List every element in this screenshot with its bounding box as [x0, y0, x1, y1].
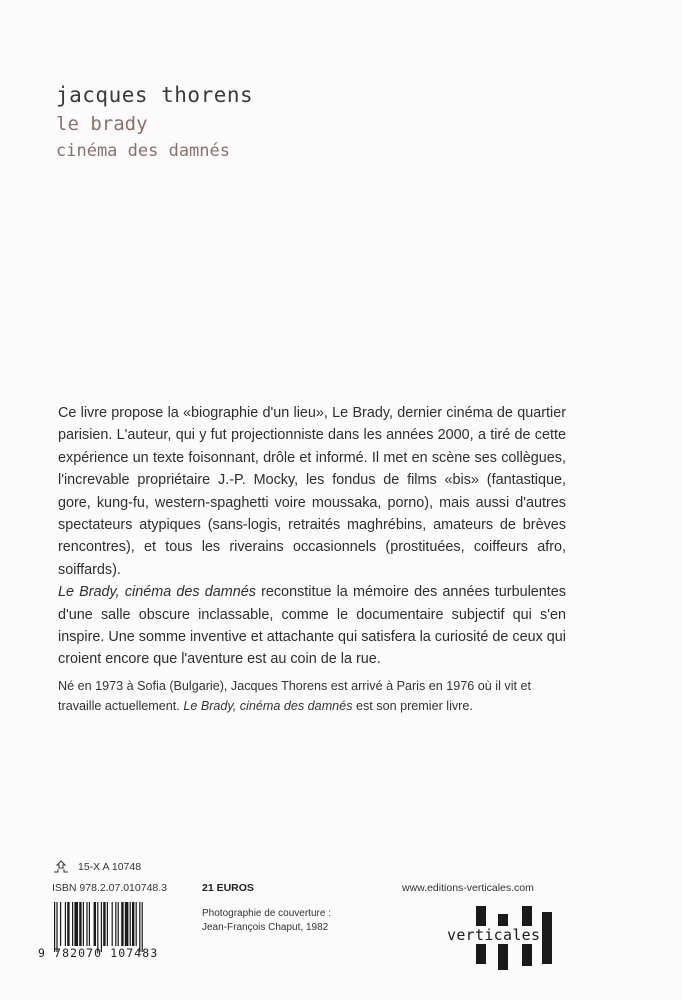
blurb-paragraph-1: Ce livre propose la «biographie d'un lieu», Le Brady, dernier cinéma de quartier parisien. L'auteur, qui y fut projectionniste dans les années 2000, a tiré de cette expérience un texte foisonnant, drôle et informé. Il met en scène ses collègues, l'increvable propriétaire J.-P. Mocky, les fondus de films «bis» (fantastique, gore, kung-fu, western-spaghetti voire moussaka, porno), mais aussi d'autres spectateurs atypiques (sans-logis, retraités maghrébins, amateurs de brèves rencontres), et tous les riverains occasionnels (prostituées, coiffeurs afro, soiffards). [58, 405, 566, 578]
bio-text-start: Né en 1973 à Sofia (Bulgarie), Jacques Thorens est arrivé à Paris en 1976 où il vit et travaille actuellement. [58, 679, 531, 713]
publisher-logo-text: verticales [447, 926, 541, 944]
author-name: jacques thorens [56, 83, 254, 107]
blurb-paragraph-2 [58, 581, 566, 671]
author-bio [58, 676, 570, 716]
book-title: le brady [56, 113, 148, 135]
isbn: ISBN 978.2.07.010748.3 [52, 882, 168, 894]
barcode-number: 9 782070 107483 [38, 946, 159, 960]
blurb-paragraph-2-text: reconstitue la mémoire des années turbulentes d'une salle obscure inclassable, comme le documentaire subjectif qui s'en inspire. Une somme inventive et attachante qui satisfera la curiosité de ceux qui croient encore que l'aventure est au coin de la rue. [58, 584, 566, 668]
blurb-title-italic: Le Brady, cinéma des damnés [58, 584, 256, 601]
publisher-website: www.editions-verticales.com [402, 882, 534, 894]
book-subtitle: cinéma des damnés [56, 141, 230, 161]
photo-credit-line-1: Photographie de couverture : [202, 908, 331, 919]
blurb-text [58, 402, 566, 671]
product-code-text: 15-X A 10748 [78, 861, 142, 873]
product-code [52, 858, 141, 876]
photo-credit [202, 907, 331, 935]
title-block [56, 80, 253, 164]
bio-text-end: est son premier livre. [352, 699, 473, 713]
recycle-icon [52, 860, 70, 874]
publisher-logo [446, 906, 566, 970]
price: 21 EUROS [202, 882, 254, 894]
bio-title-italic: Le Brady, cinéma des damnés [183, 699, 353, 713]
photo-credit-line-2: Jean-François Chaput, 1982 [202, 922, 329, 933]
